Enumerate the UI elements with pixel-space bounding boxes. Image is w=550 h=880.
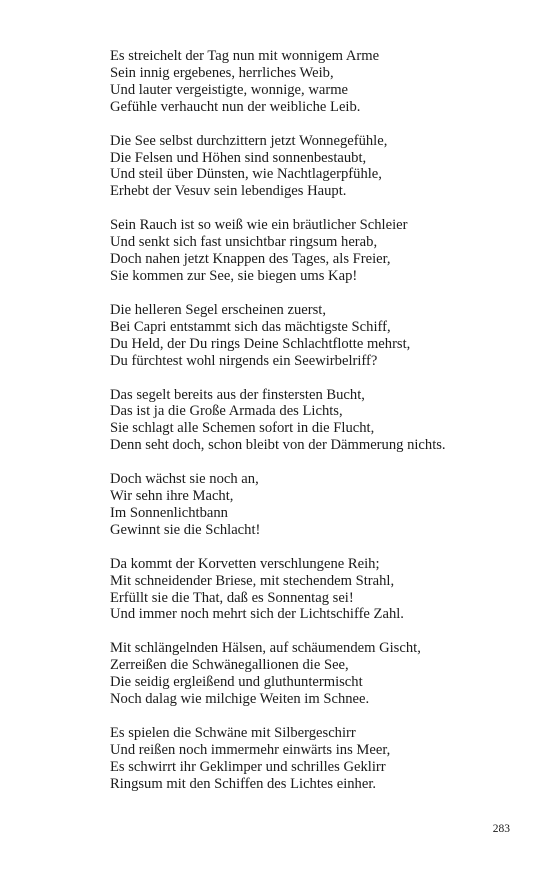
- verse-line: Und lauter vergeistigte, wonnige, warme: [110, 81, 349, 98]
- verse-line: Bei Capri entstammt sich das mächtigste Schiff,: [110, 318, 391, 335]
- verse-line: Wir sehn ihre Macht,: [110, 488, 234, 505]
- verse-line: Es schwirrt ihr Geklimper und schrilles Geklirr: [110, 758, 386, 775]
- verse-line: Sie kommen zur See, sie biegen ums Kap!: [110, 267, 358, 284]
- verse-line: Sein innig ergebenes, herrliches Weib,: [110, 64, 334, 81]
- verse-line: Und steil über Dünsten, wie Nachtlagerpfühle,: [110, 166, 382, 183]
- verse-line: Das ist ja die Große Armada des Lichts,: [110, 403, 343, 420]
- verse-line: Im Sonnenlichtbann: [110, 504, 228, 521]
- verse-line: Die helleren Segel erscheinen zuerst,: [110, 301, 326, 318]
- stanza: [110, 556, 530, 624]
- verse-line: Die Felsen und Höhen sind sonnenbestaubt,: [110, 149, 367, 166]
- verse-line: Doch nahen jetzt Knappen des Tages, als Freier,: [110, 251, 391, 268]
- stanza: [110, 133, 530, 201]
- verse-line: Das segelt bereits aus der finstersten Bucht,: [110, 386, 365, 403]
- verse-line: Mit schneidender Briese, mit stechendem Strahl,: [110, 572, 395, 589]
- verse-line: Gefühle verhaucht nun der weibliche Leib.: [110, 98, 361, 115]
- verse-line: Du fürchtest wohl nirgends ein Seewirbelriff?: [110, 352, 378, 369]
- verse-line: Sie schlagt alle Schemen sofort in die Flucht,: [110, 420, 375, 437]
- page-number: 283: [492, 823, 510, 835]
- verse-line: Da kommt der Korvetten verschlungene Reih;: [110, 555, 380, 572]
- verse-line: Denn seht doch, schon bleibt von der Dämmerung nichts.: [110, 437, 446, 454]
- verse-line: Gewinnt sie die Schlacht!: [110, 521, 261, 538]
- verse-line: Doch wächst sie noch an,: [110, 471, 259, 488]
- verse-line: Es spielen die Schwäne mit Silbergeschirr: [110, 725, 356, 741]
- verse-line: Erhebt der Vesuv sein lebendiges Haupt.: [110, 183, 347, 200]
- verse-line: Und immer noch mehrt sich der Lichtschiffe Zahl.: [110, 606, 404, 623]
- verse-line: Die See selbst durchzittern jetzt Wonnegefühle,: [110, 132, 388, 149]
- stanza: [110, 725, 530, 793]
- stanza: [110, 217, 530, 285]
- verse-line: Noch dalag wie milchige Weiten im Schnee.: [110, 691, 370, 708]
- verse-line: Mit schlängelnden Hälsen, auf schäumendem Gischt,: [110, 640, 421, 657]
- verse-line: Und reißen noch immermehr einwärts ins Meer,: [110, 741, 391, 758]
- verse-line: Ringsum mit den Schiffen des Lichtes einher.: [110, 775, 377, 792]
- stanza: [110, 302, 530, 370]
- verse-line: Erfüllt sie die That, daß es Sonnentag sei!: [110, 589, 354, 606]
- verse-line: Zerreißen die Schwänegallionen die See,: [110, 657, 349, 674]
- verse-line: Sein Rauch ist so weiß wie ein bräutlicher Schleier: [110, 217, 408, 234]
- stanza: [110, 387, 530, 455]
- verse-line: Es streichelt der Tag nun mit wonnigem Arme: [110, 48, 380, 64]
- stanza: [110, 471, 530, 539]
- verse-line: Und senkt sich fast unsichtbar ringsum herab,: [110, 234, 378, 251]
- verse-line: Du Held, der Du rings Deine Schlachtflotte mehrst,: [110, 335, 411, 352]
- stanza: [110, 48, 530, 116]
- poem-text: [110, 48, 530, 810]
- stanza: [110, 640, 530, 708]
- verse-line: Die seidig ergleißend und gluthuntermischt: [110, 674, 363, 691]
